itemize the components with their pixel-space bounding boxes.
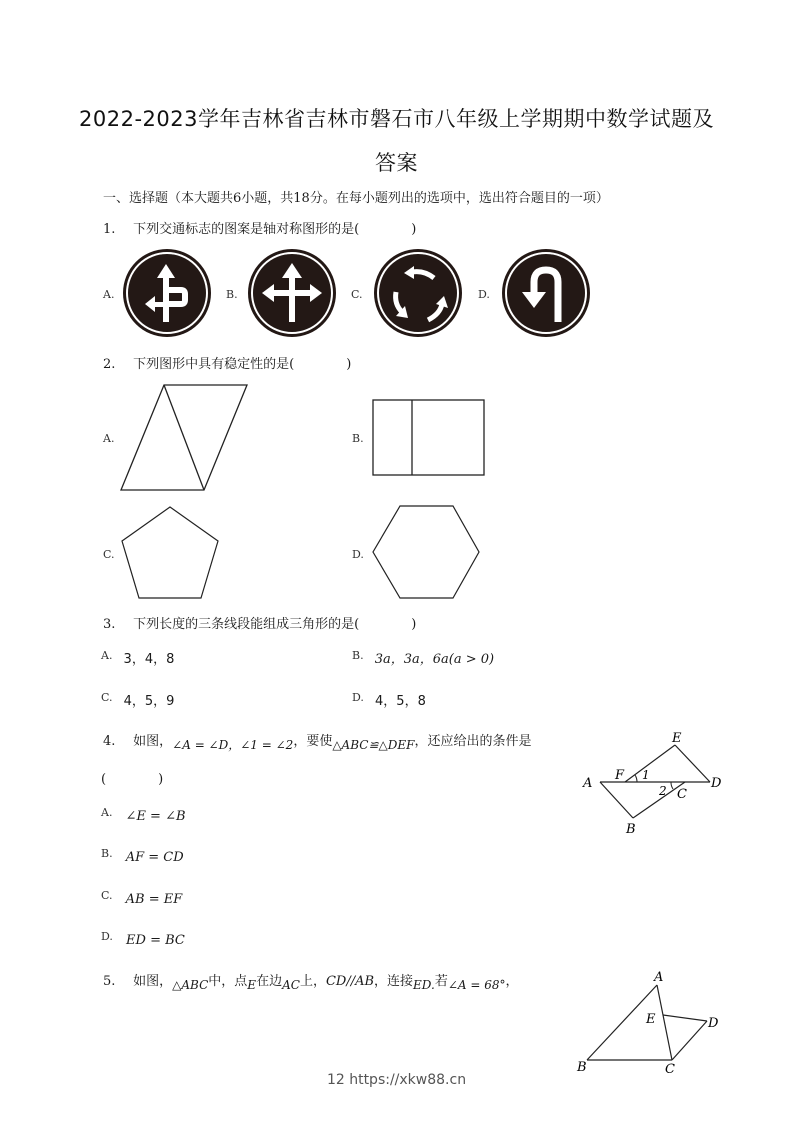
option-d: $^{D.}$ 4，5，8 [352, 691, 426, 709]
figure-q5-triangle [570, 965, 735, 1080]
option-c: $^{C.}$ 4，5，9 [101, 691, 175, 709]
svg-text:A: A [654, 970, 664, 985]
svg-text:D: D [711, 776, 722, 791]
figure-hexagon [370, 503, 482, 601]
option-b: $^{B.}$ AF = CD [101, 847, 184, 865]
option-label: A. [103, 432, 115, 445]
option-label: D. [478, 288, 490, 301]
question-5: 5. 如图，△ABC中，点E在边AC上，CD//AB，连接ED.若∠A = 68°， [103, 974, 519, 992]
svg-text:B: B [577, 1060, 587, 1075]
sign-go-straight-or-turn-left-parking-icon [121, 248, 213, 338]
svg-text:E: E [646, 1012, 656, 1027]
page-footer: 12 https://xkw88.cn [326, 1072, 467, 1088]
question-2 [103, 353, 351, 372]
svg-text:1: 1 [642, 768, 650, 782]
question-number: 3. [103, 617, 116, 632]
question-number: 5. [103, 974, 116, 989]
option-a: $^{A.}$ 3，4，8 [101, 649, 175, 667]
figure-rectangle-divided [370, 397, 488, 477]
question-number: 1. [103, 222, 116, 237]
document-title-line1: 2022-2023学年吉林省吉林市磐石市八年级上学期期中数学试题及 [79, 107, 714, 131]
svg-text:B: B [626, 822, 636, 837]
section-heading: 一、选择题（本大题共6小题，共18分。在每小题列出的选项中，选出符合题目的一项） [103, 191, 609, 206]
svg-text:C: C [665, 1062, 675, 1077]
question-text: 下列图形中具有稳定性的是( ) [133, 357, 352, 372]
option-a: $^{A.}$ ∠E = ∠B [101, 806, 186, 824]
svg-text:C: C [677, 787, 687, 802]
option-label: B. [352, 432, 364, 445]
document-title-line2: 答案 [375, 151, 418, 175]
svg-text:E: E [672, 731, 682, 746]
figure-pentagon [118, 504, 222, 600]
figure-parallelogram-with-diagonal [118, 380, 253, 495]
svg-text:2: 2 [659, 784, 667, 798]
option-label: B. [226, 288, 238, 301]
question-3 [103, 613, 416, 632]
question-text: 下列长度的三条线段能组成三角形的是( ) [133, 617, 417, 632]
option-label: D. [352, 548, 364, 561]
sign-roundabout-icon [372, 248, 464, 338]
option-b: $^{B.}$ 3a，3a，6a(a > 0) [352, 649, 495, 667]
sign-four-way-arrows-icon [246, 248, 338, 338]
option-d: $^{D.}$ ED = BC [101, 930, 185, 948]
option-label: C. [103, 548, 115, 561]
sign-u-turn-icon [500, 248, 592, 338]
question-4: 4. 如图，∠A = ∠D，∠1 = ∠2，要使△ABC≌△DEF，还应给出的条件是 [103, 734, 532, 752]
svg-text:A: A [583, 776, 593, 791]
question-text: 下列交通标志的图案是轴对称图形的是( ) [133, 222, 417, 237]
option-label: C. [351, 288, 363, 301]
option-c: $^{C.}$ AB = EF [101, 889, 183, 907]
figure-q4-triangles [575, 725, 730, 840]
option-label: A. [103, 288, 115, 301]
question-number: 4. [103, 734, 116, 749]
answer-blank: ( ) [101, 772, 164, 787]
question-1 [103, 218, 416, 237]
question-number: 2. [103, 357, 116, 372]
svg-text:D: D [708, 1016, 719, 1031]
svg-text:F: F [615, 768, 625, 783]
